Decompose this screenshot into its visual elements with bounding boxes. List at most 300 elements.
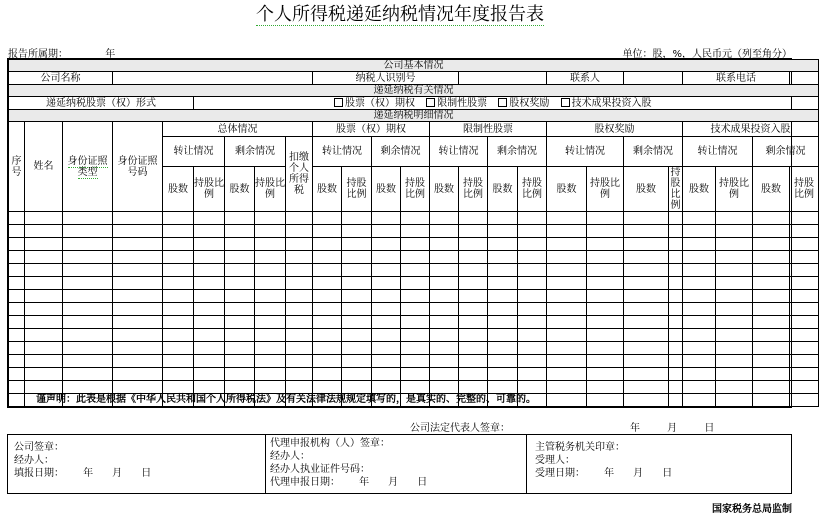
data-cell[interactable]: [547, 368, 587, 381]
data-cell[interactable]: [372, 342, 401, 355]
data-cell[interactable]: [624, 264, 669, 277]
data-cell[interactable]: [753, 277, 790, 290]
data-cell[interactable]: [286, 342, 313, 355]
data-cell[interactable]: [194, 251, 225, 264]
data-cell[interactable]: [225, 238, 255, 251]
data-cell[interactable]: [518, 290, 547, 303]
data-cell[interactable]: [63, 368, 113, 381]
data-cell[interactable]: [669, 251, 683, 264]
data-cell[interactable]: [342, 251, 372, 264]
data-cell[interactable]: [430, 329, 459, 342]
data-cell[interactable]: [624, 394, 669, 407]
data-cell[interactable]: [9, 342, 25, 355]
data-cell[interactable]: [342, 342, 372, 355]
data-cell[interactable]: [790, 238, 819, 251]
data-cell[interactable]: [669, 342, 683, 355]
data-cell[interactable]: [624, 355, 669, 368]
data-cell[interactable]: [372, 316, 401, 329]
data-cell[interactable]: [286, 316, 313, 329]
data-cell[interactable]: [624, 342, 669, 355]
data-cell[interactable]: [225, 368, 255, 381]
data-cell[interactable]: [430, 316, 459, 329]
data-cell[interactable]: [372, 329, 401, 342]
data-cell[interactable]: [624, 225, 669, 238]
data-cell[interactable]: [25, 238, 63, 251]
data-cell[interactable]: [9, 290, 25, 303]
data-cell[interactable]: [342, 290, 372, 303]
data-cell[interactable]: [25, 277, 63, 290]
data-cell[interactable]: [753, 225, 790, 238]
data-cell[interactable]: [313, 329, 342, 342]
data-cell[interactable]: [163, 303, 194, 316]
data-cell[interactable]: [669, 290, 683, 303]
data-cell[interactable]: [624, 381, 669, 394]
data-cell[interactable]: [587, 394, 624, 407]
data-cell[interactable]: [372, 290, 401, 303]
option-restricted-stock[interactable]: 限制性股票: [426, 98, 487, 109]
data-cell[interactable]: [9, 251, 25, 264]
data-cell[interactable]: [683, 264, 716, 277]
data-cell[interactable]: [63, 329, 113, 342]
data-cell[interactable]: [401, 225, 430, 238]
data-cell[interactable]: [753, 368, 790, 381]
data-cell[interactable]: [342, 277, 372, 290]
data-cell[interactable]: [255, 264, 286, 277]
phone-value[interactable]: [790, 72, 819, 85]
data-cell[interactable]: [683, 329, 716, 342]
data-cell[interactable]: [163, 342, 194, 355]
data-cell[interactable]: [63, 225, 113, 238]
data-cell[interactable]: [194, 264, 225, 277]
data-cell[interactable]: [547, 394, 587, 407]
option-equity-award[interactable]: 股权奖励: [498, 98, 549, 109]
data-cell[interactable]: [286, 225, 313, 238]
data-cell[interactable]: [225, 225, 255, 238]
data-cell[interactable]: [459, 264, 488, 277]
data-cell[interactable]: [372, 212, 401, 225]
data-cell[interactable]: [25, 368, 63, 381]
company-name-value[interactable]: [113, 72, 313, 85]
data-cell[interactable]: [225, 212, 255, 225]
data-cell[interactable]: [669, 316, 683, 329]
data-cell[interactable]: [683, 316, 716, 329]
data-cell[interactable]: [286, 264, 313, 277]
data-cell[interactable]: [9, 238, 25, 251]
data-cell[interactable]: [9, 277, 25, 290]
data-cell[interactable]: [372, 303, 401, 316]
data-cell[interactable]: [25, 264, 63, 277]
data-cell[interactable]: [547, 277, 587, 290]
data-cell[interactable]: [342, 238, 372, 251]
data-cell[interactable]: [194, 225, 225, 238]
data-cell[interactable]: [430, 225, 459, 238]
data-cell[interactable]: [587, 251, 624, 264]
data-cell[interactable]: [669, 329, 683, 342]
data-cell[interactable]: [518, 225, 547, 238]
data-cell[interactable]: [669, 394, 683, 407]
data-cell[interactable]: [790, 277, 819, 290]
data-cell[interactable]: [790, 303, 819, 316]
data-cell[interactable]: [63, 303, 113, 316]
data-cell[interactable]: [790, 394, 819, 407]
data-cell[interactable]: [683, 238, 716, 251]
data-cell[interactable]: [286, 303, 313, 316]
data-cell[interactable]: [225, 277, 255, 290]
data-cell[interactable]: [624, 277, 669, 290]
data-cell[interactable]: [63, 277, 113, 290]
data-cell[interactable]: [163, 368, 194, 381]
data-cell[interactable]: [683, 277, 716, 290]
data-cell[interactable]: [753, 342, 790, 355]
data-cell[interactable]: [683, 212, 716, 225]
data-cell[interactable]: [587, 381, 624, 394]
data-cell[interactable]: [225, 303, 255, 316]
data-cell[interactable]: [342, 368, 372, 381]
data-cell[interactable]: [683, 342, 716, 355]
data-cell[interactable]: [63, 290, 113, 303]
data-cell[interactable]: [624, 251, 669, 264]
data-cell[interactable]: [669, 368, 683, 381]
data-cell[interactable]: [286, 212, 313, 225]
data-cell[interactable]: [225, 251, 255, 264]
data-cell[interactable]: [430, 251, 459, 264]
data-cell[interactable]: [25, 329, 63, 342]
data-cell[interactable]: [255, 225, 286, 238]
data-cell[interactable]: [372, 355, 401, 368]
data-cell[interactable]: [790, 355, 819, 368]
data-cell[interactable]: [683, 394, 716, 407]
data-cell[interactable]: [286, 368, 313, 381]
data-cell[interactable]: [547, 225, 587, 238]
data-cell[interactable]: [113, 290, 163, 303]
data-cell[interactable]: [518, 264, 547, 277]
data-cell[interactable]: [753, 251, 790, 264]
data-cell[interactable]: [113, 225, 163, 238]
data-cell[interactable]: [753, 264, 790, 277]
data-cell[interactable]: [683, 251, 716, 264]
data-cell[interactable]: [163, 329, 194, 342]
data-cell[interactable]: [547, 290, 587, 303]
data-cell[interactable]: [547, 212, 587, 225]
data-cell[interactable]: [488, 238, 518, 251]
data-cell[interactable]: [430, 303, 459, 316]
data-cell[interactable]: [488, 290, 518, 303]
data-cell[interactable]: [488, 225, 518, 238]
data-cell[interactable]: [716, 316, 753, 329]
checkbox-icon[interactable]: [561, 98, 570, 107]
data-cell[interactable]: [547, 329, 587, 342]
data-cell[interactable]: [313, 251, 342, 264]
data-cell[interactable]: [25, 212, 63, 225]
data-cell[interactable]: [113, 251, 163, 264]
data-cell[interactable]: [459, 238, 488, 251]
data-cell[interactable]: [790, 368, 819, 381]
data-cell[interactable]: [194, 303, 225, 316]
data-cell[interactable]: [753, 212, 790, 225]
data-cell[interactable]: [624, 329, 669, 342]
data-cell[interactable]: [255, 303, 286, 316]
data-cell[interactable]: [716, 225, 753, 238]
data-cell[interactable]: [194, 355, 225, 368]
data-cell[interactable]: [753, 316, 790, 329]
data-cell[interactable]: [716, 238, 753, 251]
data-cell[interactable]: [163, 264, 194, 277]
data-cell[interactable]: [194, 368, 225, 381]
data-cell[interactable]: [683, 368, 716, 381]
data-cell[interactable]: [401, 212, 430, 225]
data-cell[interactable]: [716, 303, 753, 316]
data-cell[interactable]: [790, 225, 819, 238]
data-cell[interactable]: [255, 355, 286, 368]
data-cell[interactable]: [624, 303, 669, 316]
data-cell[interactable]: [488, 264, 518, 277]
data-cell[interactable]: [255, 212, 286, 225]
data-cell[interactable]: [163, 277, 194, 290]
data-cell[interactable]: [587, 238, 624, 251]
data-cell[interactable]: [255, 316, 286, 329]
data-cell[interactable]: [518, 316, 547, 329]
data-cell[interactable]: [286, 290, 313, 303]
data-cell[interactable]: [459, 329, 488, 342]
data-cell[interactable]: [9, 316, 25, 329]
data-cell[interactable]: [313, 212, 342, 225]
data-cell[interactable]: [716, 381, 753, 394]
data-cell[interactable]: [113, 342, 163, 355]
data-cell[interactable]: [488, 329, 518, 342]
data-cell[interactable]: [488, 368, 518, 381]
data-cell[interactable]: [547, 303, 587, 316]
data-cell[interactable]: [430, 355, 459, 368]
data-cell[interactable]: [313, 290, 342, 303]
data-cell[interactable]: [683, 381, 716, 394]
data-cell[interactable]: [488, 251, 518, 264]
data-cell[interactable]: [372, 251, 401, 264]
data-cell[interactable]: [488, 212, 518, 225]
checkbox-icon[interactable]: [498, 98, 507, 107]
data-cell[interactable]: [9, 394, 25, 407]
data-cell[interactable]: [430, 238, 459, 251]
data-cell[interactable]: [518, 355, 547, 368]
data-cell[interactable]: [547, 251, 587, 264]
data-cell[interactable]: [286, 251, 313, 264]
data-cell[interactable]: [225, 329, 255, 342]
data-cell[interactable]: [518, 212, 547, 225]
data-cell[interactable]: [669, 212, 683, 225]
data-cell[interactable]: [9, 225, 25, 238]
data-cell[interactable]: [587, 277, 624, 290]
data-cell[interactable]: [342, 264, 372, 277]
data-cell[interactable]: [401, 342, 430, 355]
data-cell[interactable]: [790, 316, 819, 329]
data-cell[interactable]: [313, 316, 342, 329]
data-cell[interactable]: [342, 355, 372, 368]
data-cell[interactable]: [488, 355, 518, 368]
data-cell[interactable]: [669, 277, 683, 290]
data-cell[interactable]: [587, 342, 624, 355]
data-cell[interactable]: [716, 251, 753, 264]
data-cell[interactable]: [286, 355, 313, 368]
data-cell[interactable]: [587, 264, 624, 277]
data-cell[interactable]: [401, 355, 430, 368]
data-cell[interactable]: [372, 238, 401, 251]
data-cell[interactable]: [163, 238, 194, 251]
data-cell[interactable]: [113, 316, 163, 329]
data-cell[interactable]: [716, 394, 753, 407]
data-cell[interactable]: [194, 277, 225, 290]
data-cell[interactable]: [790, 381, 819, 394]
data-cell[interactable]: [401, 368, 430, 381]
option-tech-investment[interactable]: 技术成果投资入股: [561, 98, 652, 109]
data-cell[interactable]: [113, 212, 163, 225]
data-cell[interactable]: [624, 290, 669, 303]
data-cell[interactable]: [716, 329, 753, 342]
data-cell[interactable]: [113, 303, 163, 316]
data-cell[interactable]: [459, 290, 488, 303]
data-cell[interactable]: [194, 290, 225, 303]
data-cell[interactable]: [25, 225, 63, 238]
data-cell[interactable]: [790, 212, 819, 225]
option-stock-option[interactable]: 股票（权）期权: [334, 98, 415, 109]
data-cell[interactable]: [547, 381, 587, 394]
data-cell[interactable]: [313, 225, 342, 238]
data-cell[interactable]: [25, 303, 63, 316]
data-cell[interactable]: [587, 355, 624, 368]
data-cell[interactable]: [163, 290, 194, 303]
data-cell[interactable]: [63, 238, 113, 251]
data-cell[interactable]: [401, 316, 430, 329]
data-cell[interactable]: [518, 238, 547, 251]
data-cell[interactable]: [669, 303, 683, 316]
data-cell[interactable]: [286, 329, 313, 342]
data-cell[interactable]: [313, 303, 342, 316]
data-cell[interactable]: [624, 212, 669, 225]
data-cell[interactable]: [313, 355, 342, 368]
data-cell[interactable]: [225, 316, 255, 329]
data-cell[interactable]: [342, 303, 372, 316]
data-cell[interactable]: [459, 251, 488, 264]
data-cell[interactable]: [9, 264, 25, 277]
data-cell[interactable]: [255, 238, 286, 251]
data-cell[interactable]: [518, 368, 547, 381]
data-cell[interactable]: [459, 316, 488, 329]
data-cell[interactable]: [163, 212, 194, 225]
data-cell[interactable]: [587, 316, 624, 329]
data-cell[interactable]: [547, 355, 587, 368]
data-cell[interactable]: [459, 342, 488, 355]
data-cell[interactable]: [401, 238, 430, 251]
data-cell[interactable]: [518, 329, 547, 342]
data-cell[interactable]: [163, 316, 194, 329]
data-cell[interactable]: [342, 316, 372, 329]
data-cell[interactable]: [113, 329, 163, 342]
data-cell[interactable]: [624, 238, 669, 251]
data-cell[interactable]: [547, 316, 587, 329]
data-cell[interactable]: [430, 277, 459, 290]
data-cell[interactable]: [459, 277, 488, 290]
data-cell[interactable]: [459, 212, 488, 225]
data-cell[interactable]: [9, 355, 25, 368]
data-cell[interactable]: [488, 303, 518, 316]
data-cell[interactable]: [25, 316, 63, 329]
data-cell[interactable]: [25, 251, 63, 264]
data-cell[interactable]: [518, 277, 547, 290]
data-cell[interactable]: [9, 329, 25, 342]
data-cell[interactable]: [113, 355, 163, 368]
data-cell[interactable]: [113, 264, 163, 277]
data-cell[interactable]: [753, 394, 790, 407]
data-cell[interactable]: [518, 251, 547, 264]
data-cell[interactable]: [255, 251, 286, 264]
data-cell[interactable]: [225, 264, 255, 277]
data-cell[interactable]: [401, 264, 430, 277]
checkbox-icon[interactable]: [426, 98, 435, 107]
data-cell[interactable]: [372, 264, 401, 277]
data-cell[interactable]: [255, 368, 286, 381]
data-cell[interactable]: [63, 212, 113, 225]
data-cell[interactable]: [63, 264, 113, 277]
data-cell[interactable]: [716, 342, 753, 355]
data-cell[interactable]: [790, 329, 819, 342]
data-cell[interactable]: [9, 303, 25, 316]
data-cell[interactable]: [547, 238, 587, 251]
data-cell[interactable]: [790, 251, 819, 264]
data-cell[interactable]: [113, 238, 163, 251]
data-cell[interactable]: [669, 264, 683, 277]
data-cell[interactable]: [753, 381, 790, 394]
data-cell[interactable]: [683, 290, 716, 303]
data-cell[interactable]: [342, 225, 372, 238]
data-cell[interactable]: [790, 342, 819, 355]
data-cell[interactable]: [286, 277, 313, 290]
data-cell[interactable]: [163, 225, 194, 238]
data-cell[interactable]: [587, 212, 624, 225]
data-cell[interactable]: [255, 277, 286, 290]
data-cell[interactable]: [25, 355, 63, 368]
data-cell[interactable]: [488, 342, 518, 355]
data-cell[interactable]: [313, 277, 342, 290]
data-cell[interactable]: [430, 290, 459, 303]
data-cell[interactable]: [669, 355, 683, 368]
data-cell[interactable]: [63, 342, 113, 355]
data-cell[interactable]: [255, 329, 286, 342]
data-cell[interactable]: [459, 225, 488, 238]
taxpayer-id-value[interactable]: [459, 72, 547, 85]
data-cell[interactable]: [342, 329, 372, 342]
data-cell[interactable]: [401, 251, 430, 264]
data-cell[interactable]: [716, 290, 753, 303]
data-cell[interactable]: [342, 212, 372, 225]
checkbox-icon[interactable]: [334, 98, 343, 107]
data-cell[interactable]: [194, 238, 225, 251]
data-cell[interactable]: [518, 342, 547, 355]
data-cell[interactable]: [401, 329, 430, 342]
data-cell[interactable]: [401, 277, 430, 290]
data-cell[interactable]: [716, 264, 753, 277]
data-cell[interactable]: [25, 290, 63, 303]
data-cell[interactable]: [716, 277, 753, 290]
data-cell[interactable]: [286, 238, 313, 251]
data-cell[interactable]: [753, 238, 790, 251]
data-cell[interactable]: [313, 264, 342, 277]
data-cell[interactable]: [9, 368, 25, 381]
data-cell[interactable]: [669, 225, 683, 238]
data-cell[interactable]: [313, 368, 342, 381]
data-cell[interactable]: [255, 290, 286, 303]
data-cell[interactable]: [194, 212, 225, 225]
data-cell[interactable]: [547, 342, 587, 355]
data-cell[interactable]: [313, 238, 342, 251]
data-cell[interactable]: [63, 251, 113, 264]
